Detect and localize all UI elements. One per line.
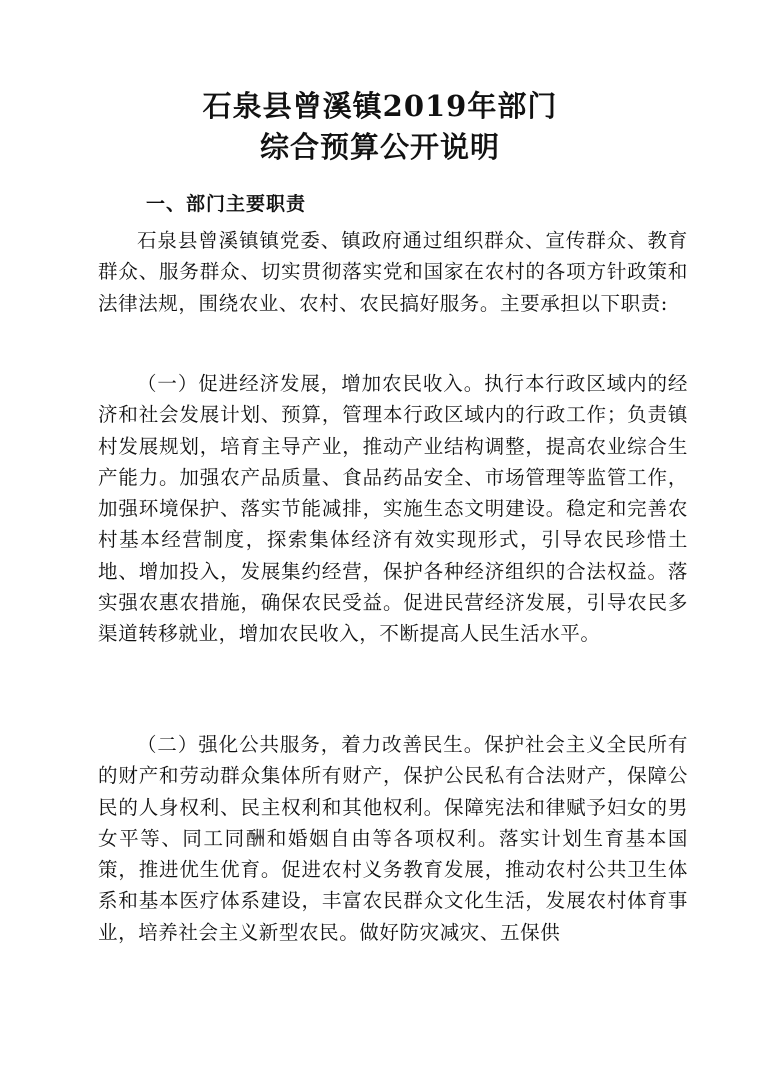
duty-1-paragraph: （一）促进经济发展，增加农民收入。执行本行政区域内的经济和社会发展计划、预算，管理本行政区域内的行政工作；负责镇村发展规划，培育主导产业，推动产业结构调整，提高农业综合生产能力。加强农产品质量、食品药品安全、市场管理等监管工作，加强环境保护、落实节能减排，实施生态文明建设。稳定和完善农村基本经营制度，探索集体经济有效实现形式，引导农民珍惜土地、增加投入，发展集约经营，保护各种经济组织的合法权益。落实强农惠农措施，确保农民受益。促进民营经济发展，引导农民多渠道转移就业，增加农民收入，不断提高人民生活水平。 <box>98 372 688 646</box>
duty-2-paragraph: （二）强化公共服务，着力改善民生。保护社会主义全民所有的财产和劳动群众集体所有财产，保护公民私有合法财产，保障公民的人身权利、民主权利和其他权利。保障宪法和律赋予妇女的男女平等、同工同酬和婚姻自由等各项权利。落实计划生育基本国策，推进优生优育。促进农村义务教育发展，推动农村公共卫生体系和基本医疗体系建设，丰富农民群众文化生活，发展农村体育事业，培养社会主义新型农民。做好防灾减灾、五保供 <box>98 733 688 944</box>
document-title-line-2: 综合预算公开说明 <box>259 130 500 164</box>
intro-paragraph: 石泉县曾溪镇镇党委、镇政府通过组织群众、宣传群众、教育群众、服务群众、切实贯彻落实党和国家在农村的各项方针政策和法律法规，围绕农业、农村、农民搞好服务。主要承担以下职责: <box>98 229 688 315</box>
document-title-line-1: 石泉县曾溪镇2019年部门 <box>202 89 558 123</box>
section-heading-main-duties: 一、部门主要职责 <box>146 193 307 215</box>
